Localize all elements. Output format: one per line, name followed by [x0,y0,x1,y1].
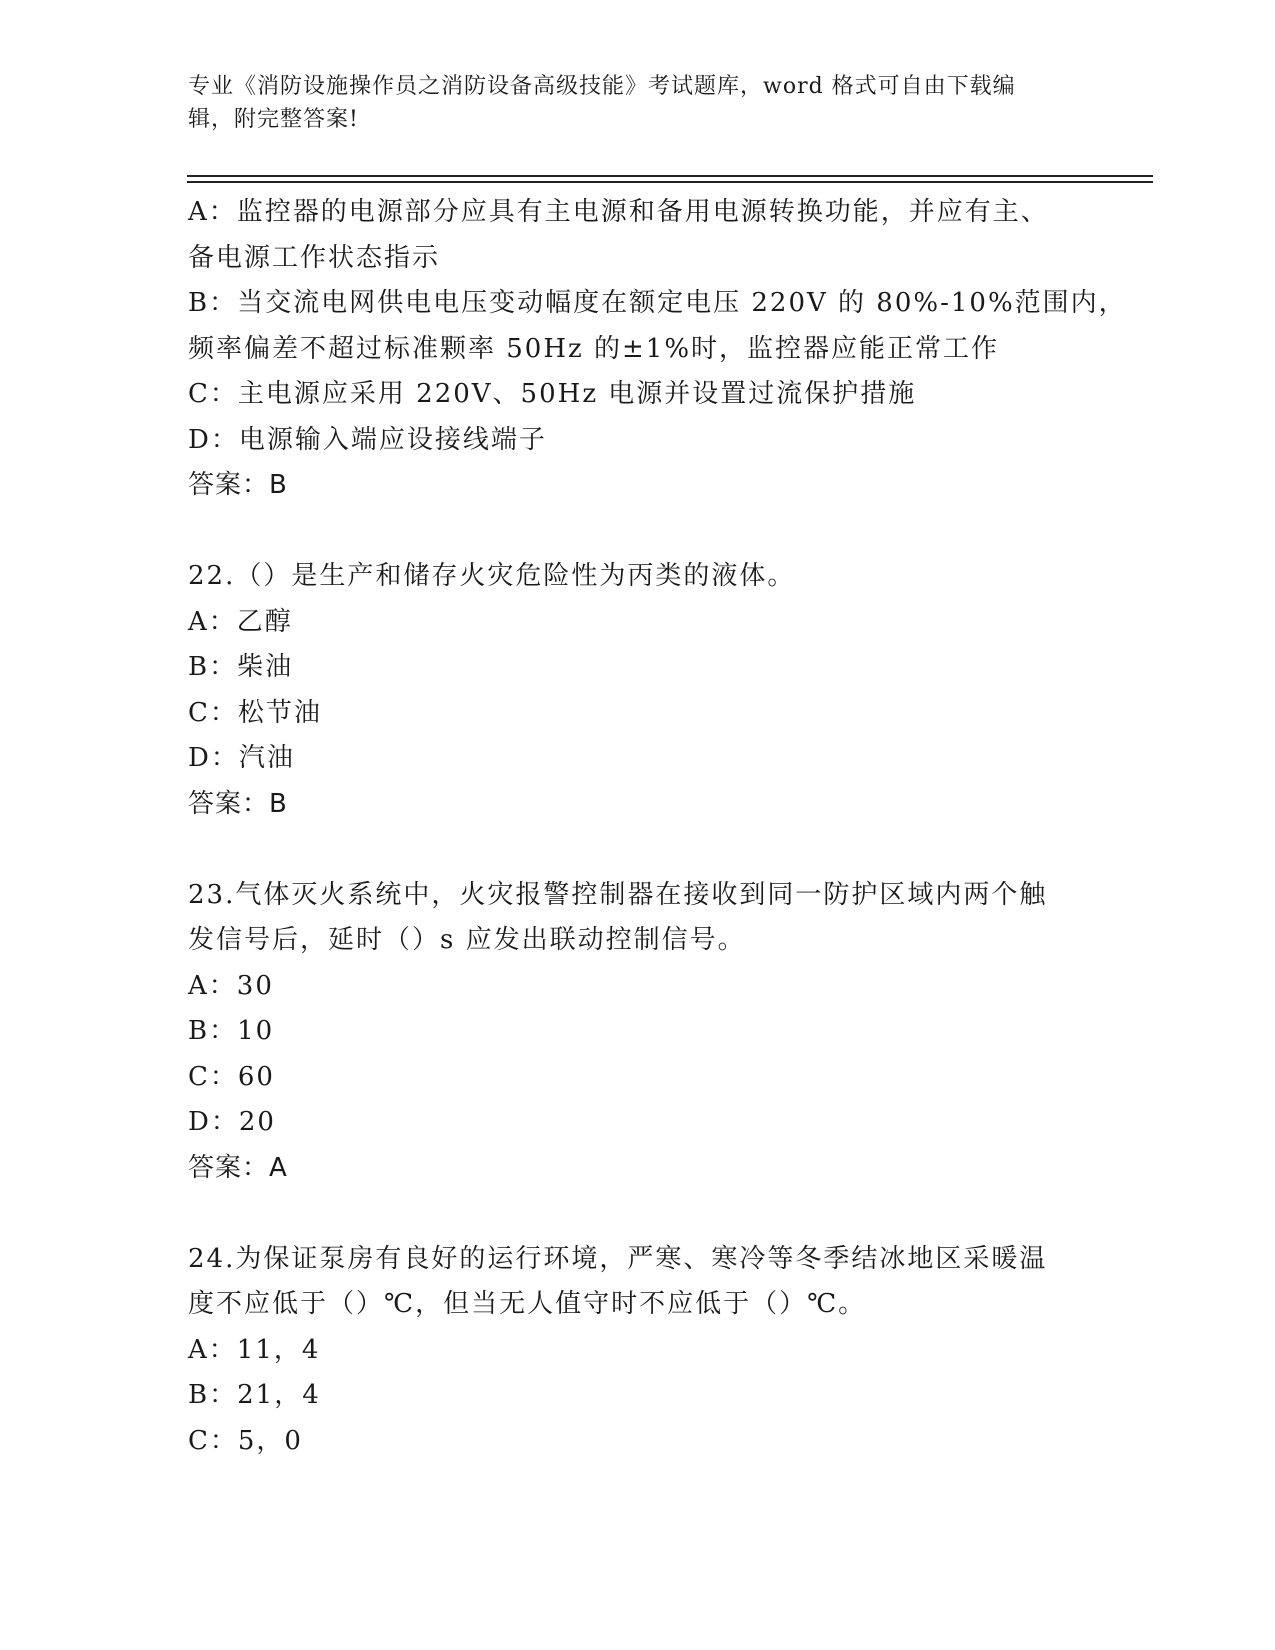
spacer [188,827,1088,873]
answer-label: 答案：B [188,470,288,500]
spacer [188,1191,1088,1237]
option-a-line-2: 备电源工作状态指示 [188,242,441,273]
header-divider-bottom [187,181,1153,183]
question-22 [188,554,1088,827]
option-a-line-1: A：监控器的电源部分应具有主电源和备用电源转换功能，并应有主、 [188,197,1049,227]
document-header [188,70,1068,136]
header-divider-top [187,175,1153,177]
question-21-tail [188,190,1127,509]
header-line-2: 辑，附完整答案! [188,107,359,132]
question-23 [188,873,1088,1192]
header-line-1: 专业《消防设施操作员之消防设备高级技能》考试题库，word 格式可自由下载编 [188,74,1016,99]
option-b: B：21，4 [188,1380,321,1410]
answer-label: 答案：A [188,1152,288,1183]
option-b: B：10 [188,1016,275,1046]
question-stem-line-1: 24.为保证泵房有良好的运行环境，严寒、寒冷等冬季结冰地区采暖温 [188,1243,1048,1274]
option-d: D：汽油 [188,743,295,773]
question-stem: 22.（）是生产和储存火灾危险性为丙类的液体。 [188,561,796,591]
question-stem-line-1: 23.气体灭火系统中，火灾报警控制器在接收到同一防护区域内两个触 [188,879,1048,910]
option-b: B：柴油 [188,652,294,682]
answer-label: 答案：B [188,788,288,819]
option-b-line-2: 频率偏差不超过标准颗率 50Hz 的±1%时，监控器应能正常工作 [188,333,1000,364]
option-d: D：20 [188,1107,276,1137]
question-24 [188,1237,1088,1465]
option-c: C：60 [188,1061,275,1092]
question-stem-line-2: 发信号后，延时（）s 应发出联动控制信号。 [188,925,746,955]
option-c: C：主电源应采用 220V、50Hz 电源并设置过流保护措施 [188,379,917,409]
option-a: A：乙醇 [188,606,293,637]
option-c: C：5，0 [188,1425,303,1456]
option-c: C：松节油 [188,697,322,728]
option-b-line-1: B：当交流电网供电电压变动幅度在额定电压 220V 的 80%-10%范围内， [188,288,1127,318]
option-a: A：11，4 [188,1334,321,1365]
spacer [188,509,1088,555]
option-a: A：30 [188,970,274,1001]
option-d: D：电源输入端应设接线端子 [188,424,547,455]
question-content [188,190,1127,1464]
question-stem-line-2: 度不应低于（）℃，但当无人值守时不应低于（）℃。 [188,1289,867,1319]
